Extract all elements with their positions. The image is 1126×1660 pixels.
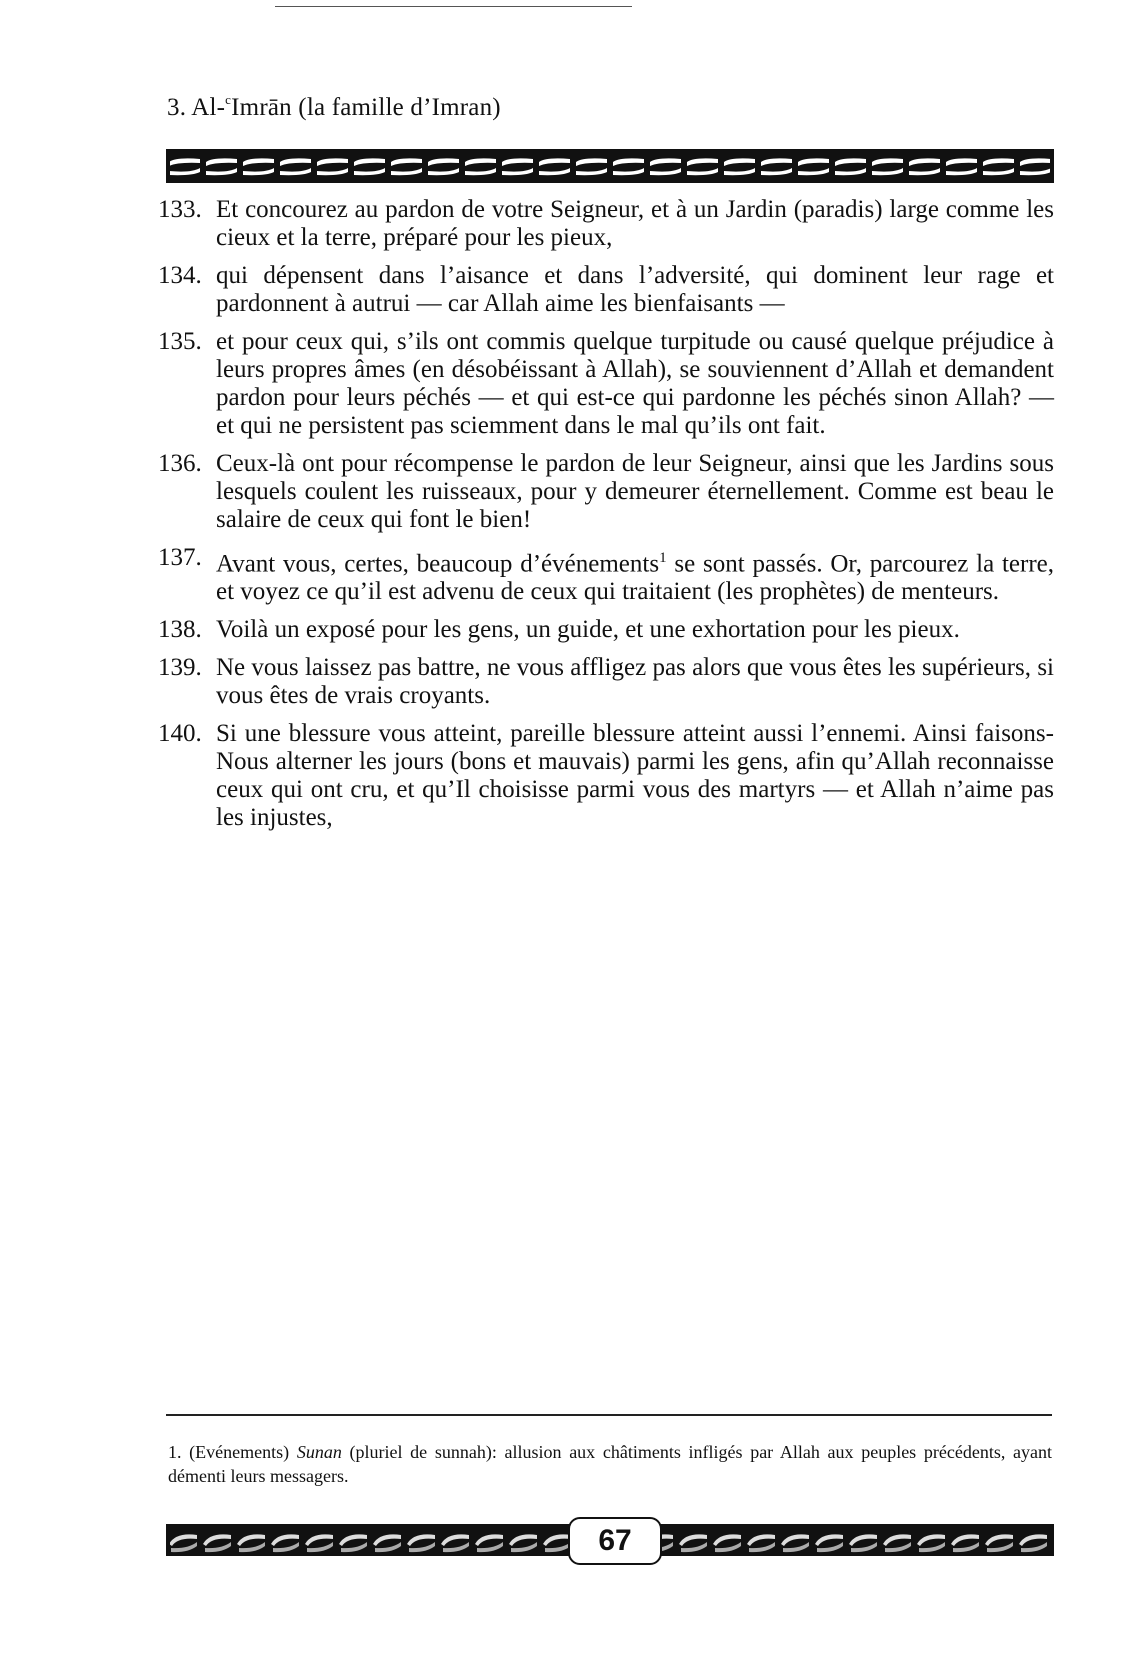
chapter-name-start: Al- [191, 94, 226, 121]
verse-number: 136. [158, 450, 202, 477]
verse-text: Si une blessure vous atteint, pareille blessure atteint aussi l’ennemi. Ainsi faisons-Nous alterner les jours (bons et mauvais) parmi les gens, afin qu’Allah reconnaisse ceux qui ont cru, et qu’Il choisisse parmi vous des martyrs — et Allah n’aime pas les injustes, [216, 720, 1054, 832]
verse-137 [158, 544, 1054, 606]
verse-text [216, 544, 1054, 606]
verse-text: Et concourez au pardon de votre Seigneur, et à un Jardin (paradis) large comme les cieux et la terre, préparé pour les pieux, [216, 196, 1054, 251]
footnote-prefix: 1. (Evénements) [168, 1442, 297, 1462]
chapter-name-end: Imrān (la famille d’Imran) [231, 94, 501, 121]
chapter-superscript: c [225, 92, 232, 107]
footnote [168, 1440, 1052, 1488]
footnote-term: Sunan [296, 1442, 342, 1462]
verse-number: 139. [158, 654, 202, 682]
verse-134 [158, 262, 1054, 318]
top-rule [275, 6, 632, 7]
verse-number: 133. [158, 196, 202, 223]
verse-text-start: Avant vous, certes, beaucoup d’événements [216, 550, 660, 578]
verse-133 [158, 196, 1054, 252]
verse-text: Voilà un exposé pour les gens, un guide, et une exhortation pour les pieux. [216, 616, 960, 644]
verse-number: 140. [158, 720, 202, 748]
verse-text-end: se sont passés. Or, parcourez la terre, et voyez ce qu’il est advenu de ceux qui traitaient (les prophètes) de menteurs. [216, 550, 1054, 606]
verse-text: Ceux-là ont pour récompense le pardon de leur Seigneur, ainsi que les Jardins sous lesquels coulent les ruisseaux, pour y demeurer éternellement. Comme est beau le salaire de ceux qui font le bien! [216, 450, 1054, 533]
footnote-rule [166, 1414, 1052, 1416]
verse-number: 134. [158, 262, 202, 289]
footnote-text: (pluriel de sunnah): allusion aux châtiments infligés par Allah aux peuples précédents, ayant démenti leurs messagers. [168, 1442, 1052, 1486]
page-number: 67 [568, 1517, 662, 1565]
verse-139 [158, 654, 1054, 710]
verse-text: qui dépensent dans l’aisance et dans l’adversité, qui dominent leur rage et pardonnent à autrui — car Allah aime les bienfaisants — [216, 262, 1054, 317]
verse-number: 138. [158, 616, 202, 644]
verse-136 [158, 450, 1054, 534]
chapter-number: 3. [167, 94, 187, 121]
verse-text: et pour ceux qui, s’ils ont commis quelque turpitude ou causé quelque préjudice à leurs propres âmes (en désobéissant à Allah), se souviennent d’Allah et demandent pardon pour leurs péchés — et qui est-ce qui pardonne les péchés sinon Allah? — et qui ne persistent pas sciemment dans le mal qu’ils ont fait. [216, 328, 1054, 439]
footnote-marker: 1 [659, 550, 667, 566]
verse-text: Ne vous laissez pas battre, ne vous affligez pas alors que vous êtes les supérieurs, si vous êtes de vrais croyants. [216, 654, 1054, 710]
chapter-heading [167, 92, 501, 122]
verse-number: 135. [158, 328, 202, 355]
verse-number: 137. [158, 544, 202, 571]
verse-list [158, 196, 1054, 842]
verse-138 [158, 616, 1054, 644]
verse-135 [158, 328, 1054, 440]
ornamental-band-top [166, 149, 1054, 183]
verse-140 [158, 720, 1054, 832]
